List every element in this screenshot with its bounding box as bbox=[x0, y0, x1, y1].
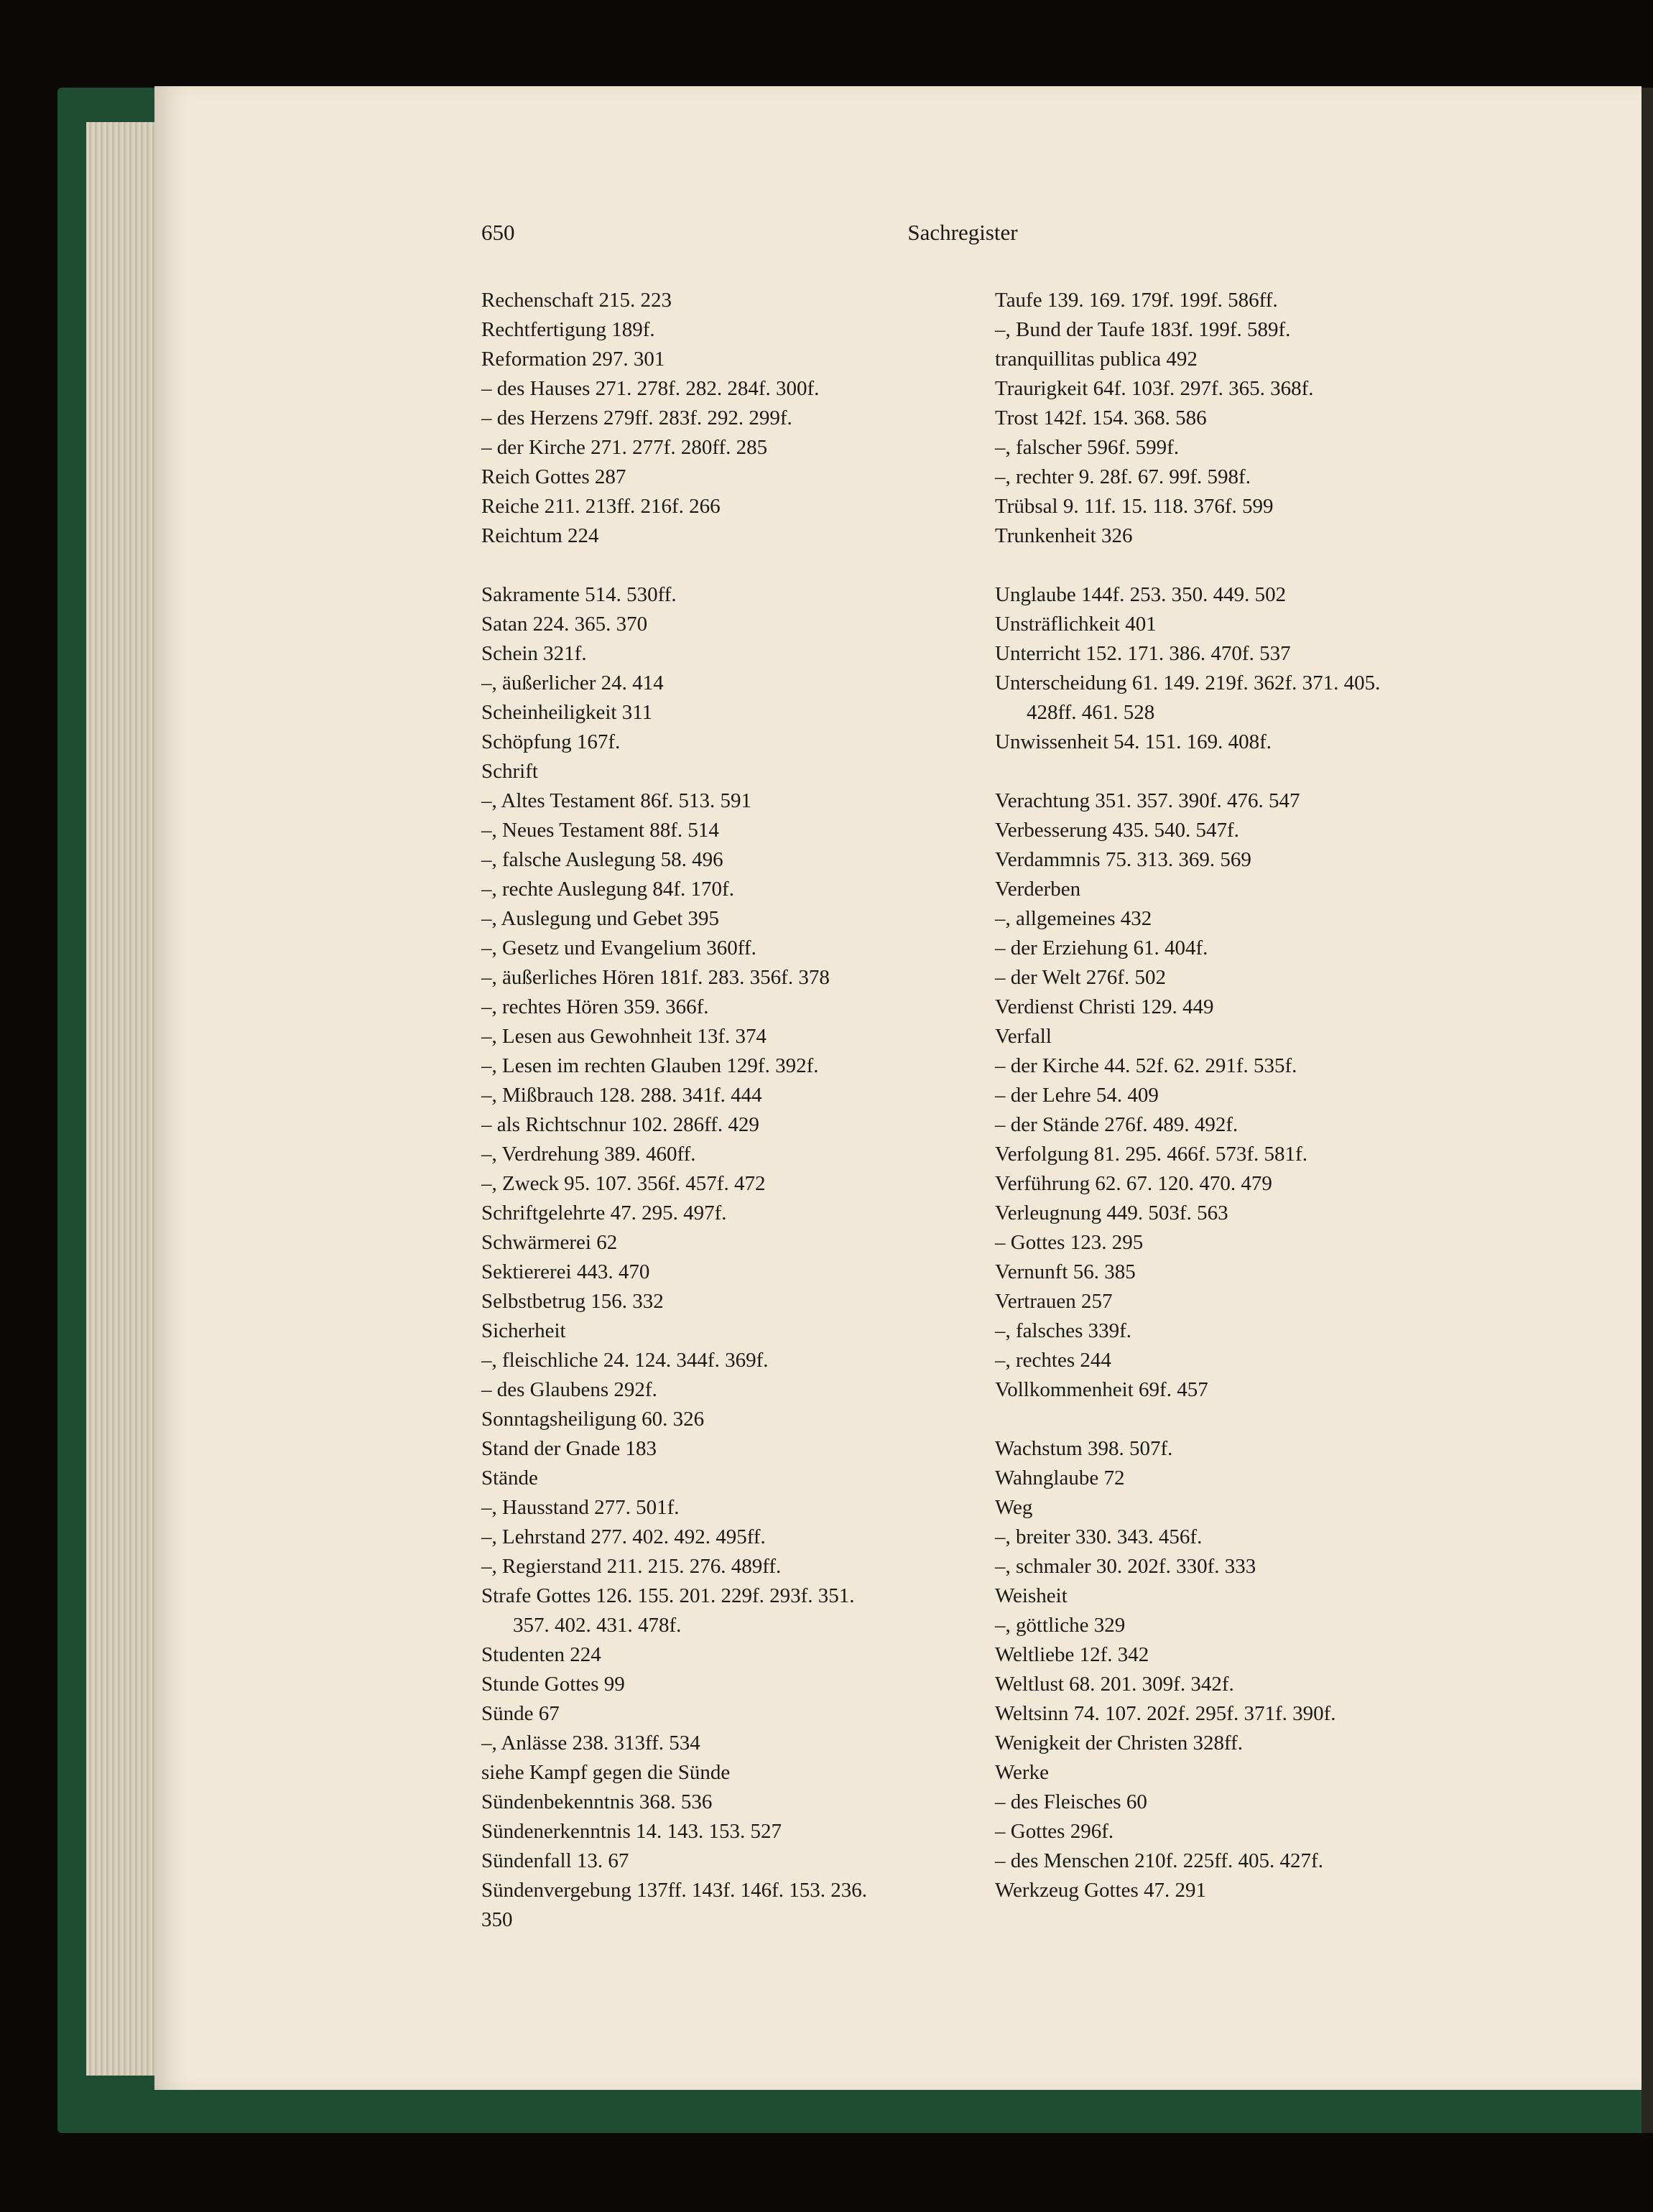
index-entry: –, Regierstand 211. 215. 276. 489ff. bbox=[481, 1555, 782, 1578]
index-entry: –, göttliche 329 bbox=[995, 1614, 1126, 1637]
index-entry: Schriftgelehrte 47. 295. 497f. bbox=[481, 1202, 727, 1224]
index-entry: Werkzeug Gottes 47. 291 bbox=[995, 1879, 1207, 1902]
index-entry: Trübsal 9. 11f. 15. 118. 376f. 599 bbox=[995, 495, 1274, 518]
index-entry: Satan 224. 365. 370 bbox=[481, 613, 648, 636]
right-edge-strip bbox=[1642, 88, 1653, 2133]
index-entry: Verfall bbox=[995, 1025, 1052, 1048]
index-entry: Selbstbetrug 156. 332 bbox=[481, 1290, 664, 1313]
index-entry: –, äußerlicher 24. 414 bbox=[481, 672, 664, 694]
index-entry: Scheinheiligkeit 311 bbox=[481, 701, 653, 724]
index-entry: Verführung 62. 67. 120. 470. 479 bbox=[995, 1172, 1272, 1195]
index-entry: Reich Gottes 287 bbox=[481, 465, 626, 488]
index-entry: –, falsche Auslegung 58. 496 bbox=[481, 848, 723, 871]
index-entry: –, Verdrehung 389. 460ff. bbox=[481, 1143, 696, 1166]
index-entry: Reichtum 224 bbox=[481, 524, 599, 547]
index-entry: –, Hausstand 277. 501f. bbox=[481, 1496, 680, 1519]
index-entry: Sündenbekenntnis 368. 536 bbox=[481, 1790, 713, 1813]
index-entry: Strafe Gottes 126. 155. 201. 229f. 293f. 351. bbox=[481, 1584, 855, 1607]
index-entry: –, Mißbrauch 128. 288. 341f. 444 bbox=[481, 1084, 762, 1107]
index-entry: – der Stände 276f. 489. 492f. bbox=[995, 1113, 1238, 1136]
index-entry: –, Lehrstand 277. 402. 492. 495ff. bbox=[481, 1525, 766, 1548]
index-entry: Reformation 297. 301 bbox=[481, 348, 665, 371]
index-entry: – des Menschen 210f. 225ff. 405. 427f. bbox=[995, 1849, 1323, 1872]
index-entry: Studenten 224 bbox=[481, 1643, 601, 1666]
index-entry: Sakramente 514. 530ff. bbox=[481, 583, 677, 606]
index-entry: Sektiererei 443. 470 bbox=[481, 1260, 650, 1283]
index-entry: – der Kirche 271. 277f. 280ff. 285 bbox=[481, 436, 768, 459]
index-entry: Werke bbox=[995, 1761, 1049, 1784]
index-entry: Wachstum 398. 507f. bbox=[995, 1437, 1173, 1460]
section-gap bbox=[995, 551, 1483, 580]
index-entry: – der Lehre 54. 409 bbox=[995, 1084, 1159, 1107]
index-entry: Unsträflichkeit 401 bbox=[995, 613, 1157, 636]
section-gap bbox=[995, 1405, 1483, 1434]
index-entry: Schwärmerei 62 bbox=[481, 1231, 618, 1254]
index-entry: –, Altes Testament 86f. 513. 591 bbox=[481, 789, 752, 812]
index-entry: –, rechte Auslegung 84f. 170f. bbox=[481, 878, 734, 901]
index-entry: Unterricht 152. 171. 386. 470f. 537 bbox=[995, 642, 1291, 665]
index-entry: –, fleischliche 24. 124. 344f. 369f. bbox=[481, 1349, 769, 1372]
section-gap bbox=[995, 757, 1483, 786]
index-entry: Schöpfung 167f. bbox=[481, 730, 621, 753]
index-entry: Sündenfall 13. 67 bbox=[481, 1849, 629, 1872]
index-entry: Sündenerkenntnis 14. 143. 153. 527 bbox=[481, 1820, 782, 1843]
index-entry: – des Herzens 279ff. 283f. 292. 299f. bbox=[481, 406, 792, 429]
index-entry: –, Bund der Taufe 183f. 199f. 589f. bbox=[995, 318, 1291, 341]
index-entry: Reiche 211. 213ff. 216f. 266 bbox=[481, 495, 721, 518]
index-entry: 428ff. 461. 528 bbox=[1027, 701, 1155, 724]
index-entry: Schrift bbox=[481, 760, 538, 783]
index-entry: Unwissenheit 54. 151. 169. 408f. bbox=[995, 730, 1272, 753]
index-entry: Sicherheit bbox=[481, 1319, 566, 1342]
index-entry: Trunkenheit 326 bbox=[995, 524, 1133, 547]
index-entry: Rechtfertigung 189f. bbox=[481, 318, 655, 341]
index-entry: Unterscheidung 61. 149. 219f. 362f. 371. 405. bbox=[995, 672, 1381, 694]
index-entry: –, Gesetz und Evangelium 360ff. bbox=[481, 937, 756, 959]
index-entry: –, falscher 596f. 599f. bbox=[995, 436, 1180, 459]
index-entry: Verachtung 351. 357. 390f. 476. 547 bbox=[995, 789, 1300, 812]
index-entry: Wahnglaube 72 bbox=[995, 1467, 1125, 1490]
index-entry: – als Richtschnur 102. 286ff. 429 bbox=[481, 1113, 759, 1136]
index-entry: –, Lesen im rechten Glauben 129f. 392f. bbox=[481, 1054, 819, 1077]
index-entry: Vernunft 56. 385 bbox=[995, 1260, 1136, 1283]
index-column-left bbox=[481, 286, 970, 1935]
index-entry: Weltliebe 12f. 342 bbox=[995, 1643, 1149, 1666]
index-entry: –, Zweck 95. 107. 356f. 457f. 472 bbox=[481, 1172, 766, 1195]
index-entry: – Gottes 123. 295 bbox=[995, 1231, 1144, 1254]
index-entry: 350 bbox=[481, 1908, 513, 1931]
index-entry: –, rechtes 244 bbox=[995, 1349, 1111, 1372]
index-entry: Weg bbox=[995, 1496, 1033, 1519]
index-entry: Weltlust 68. 201. 309f. 342f. bbox=[995, 1673, 1234, 1696]
index-entry: –, rechtes Hören 359. 366f. bbox=[481, 995, 709, 1018]
index-entry: Sonntagsheiligung 60. 326 bbox=[481, 1408, 705, 1431]
section-gap bbox=[481, 551, 970, 580]
index-entry: –, schmaler 30. 202f. 330f. 333 bbox=[995, 1555, 1256, 1578]
index-entry: Verdammnis 75. 313. 369. 569 bbox=[995, 848, 1251, 871]
index-entry: Verderben bbox=[995, 878, 1081, 901]
index-entry: –, Lesen aus Gewohnheit 13f. 374 bbox=[481, 1025, 767, 1048]
index-entry: – der Erziehung 61. 404f. bbox=[995, 937, 1208, 959]
index-entry: Wenigkeit der Christen 328ff. bbox=[995, 1732, 1244, 1755]
index-entry: Verfolgung 81. 295. 466f. 573f. 581f. bbox=[995, 1143, 1307, 1166]
index-entry: 357. 402. 431. 478f. bbox=[513, 1614, 682, 1637]
index-entry: Traurigkeit 64f. 103f. 297f. 365. 368f. bbox=[995, 377, 1314, 400]
index-entry: –, Neues Testament 88f. 514 bbox=[481, 819, 719, 842]
index-entry: – der Welt 276f. 502 bbox=[995, 966, 1166, 989]
page-header bbox=[481, 220, 1444, 256]
index-column-right bbox=[995, 286, 1483, 1905]
index-entry: –, falsches 339f. bbox=[995, 1319, 1132, 1342]
index-entry: Weltsinn 74. 107. 202f. 295f. 371f. 390f. bbox=[995, 1702, 1336, 1725]
index-entry: Taufe 139. 169. 179f. 199f. 586ff. bbox=[995, 289, 1278, 312]
page-number: 650 bbox=[481, 220, 515, 245]
index-entry: Stunde Gottes 99 bbox=[481, 1673, 625, 1696]
index-entry: Unglaube 144f. 253. 350. 449. 502 bbox=[995, 583, 1287, 606]
index-entry: – des Glaubens 292f. bbox=[481, 1378, 657, 1401]
index-entry: – des Fleisches 60 bbox=[995, 1790, 1147, 1813]
index-entry: Stände bbox=[481, 1467, 538, 1490]
index-entry: –, allgemeines 432 bbox=[995, 907, 1152, 930]
index-entry: – der Kirche 44. 52f. 62. 291f. 535f. bbox=[995, 1054, 1297, 1077]
index-entry: Trost 142f. 154. 368. 586 bbox=[995, 406, 1207, 429]
index-entry: tranquillitas publica 492 bbox=[995, 348, 1198, 371]
index-entry: Verleugnung 449. 503f. 563 bbox=[995, 1202, 1228, 1224]
index-entry: Weisheit bbox=[995, 1584, 1068, 1607]
index-entry: Sünde 67 bbox=[481, 1702, 560, 1725]
index-entry: Sündenvergebung 137ff. 143f. 146f. 153. 236. bbox=[481, 1879, 867, 1902]
index-entry: Verbesserung 435. 540. 547f. bbox=[995, 819, 1239, 842]
index-entry: –, Auslegung und Gebet 395 bbox=[481, 907, 720, 930]
index-entry: Verdienst Christi 129. 449 bbox=[995, 995, 1214, 1018]
page-edges bbox=[86, 122, 158, 2076]
index-entry: – Gottes 296f. bbox=[995, 1820, 1114, 1843]
index-entry: Stand der Gnade 183 bbox=[481, 1437, 657, 1460]
page-title: Sachregister bbox=[907, 220, 1018, 245]
index-entry: Schein 321f. bbox=[481, 642, 587, 665]
index-entry: –, breiter 330. 343. 456f. bbox=[995, 1525, 1203, 1548]
index-entry: Rechenschaft 215. 223 bbox=[481, 289, 672, 312]
index-entry: –, äußerliches Hören 181f. 283. 356f. 378 bbox=[481, 966, 830, 989]
index-entry: siehe Kampf gegen die Sünde bbox=[481, 1761, 731, 1784]
index-entry: – des Hauses 271. 278f. 282. 284f. 300f. bbox=[481, 377, 820, 400]
index-entry: Vollkommenheit 69f. 457 bbox=[995, 1378, 1208, 1401]
index-entry: –, Anlässe 238. 313ff. 534 bbox=[481, 1732, 700, 1755]
index-entry: Vertrauen 257 bbox=[995, 1290, 1113, 1313]
index-entry: –, rechter 9. 28f. 67. 99f. 598f. bbox=[995, 465, 1251, 488]
